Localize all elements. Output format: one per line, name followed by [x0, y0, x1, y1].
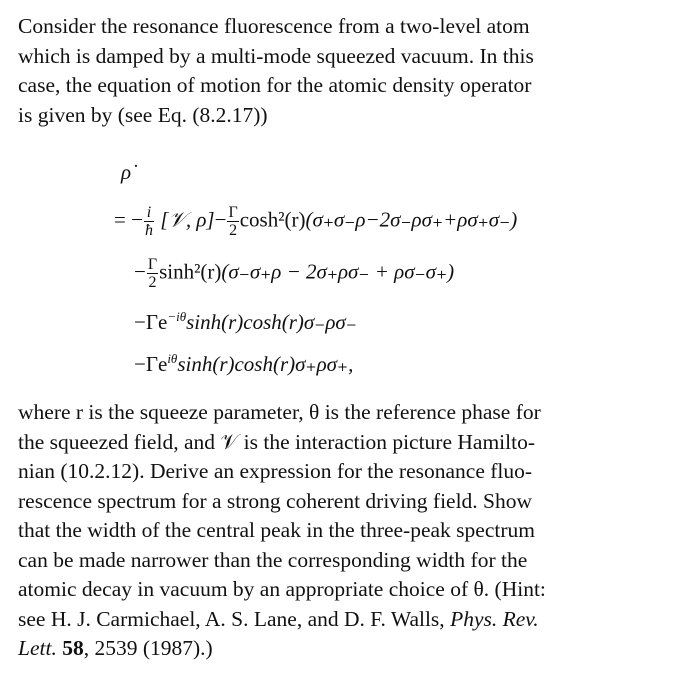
- gamma-over-2-fraction: $\frac{\Gamma}{2}$: [228, 204, 238, 239]
- after-line-2: the squeezed field, and 𝒱 is the interaction picture Hamilto-: [18, 429, 536, 454]
- equation-row-2: − $\frac{\Gamma}{2}$ sinh²(r)(σ₋σ₊ρ − 2σ₊ρσ₋ + ρσ₋σ₊): [134, 256, 455, 291]
- after-line-8: see H. J. Carmichael, A. S. Lane, and D. F. Walls, Phys. Rev.: [18, 606, 539, 631]
- row-4-exponent: iθ: [167, 351, 178, 366]
- after-line-5: that the width of the central peak in the three-peak spectrum: [18, 518, 535, 542]
- commutator: [𝒱, ρ]: [160, 207, 215, 232]
- after-line-7: atomic decay in vacuum by an appropriate choice of θ. (Hint:: [18, 577, 546, 601]
- equation-lhs: ρ̇: [121, 160, 132, 184]
- row-3-exponent: −iθ: [167, 309, 187, 324]
- after-line-1: where r is the squeeze parameter, θ is the reference phase for: [18, 400, 541, 424]
- after-line-9: Lett. 58, 2539 (1987).): [18, 636, 213, 660]
- intro-line-2: which is damped by a multi-mode squeezed vacuum. In this: [18, 43, 534, 68]
- gamma-over-2-fraction: $\frac{\Gamma}{2}$: [147, 256, 158, 291]
- journal-name-cont: Lett.: [18, 636, 57, 660]
- after-line-4: rescence spectrum for a strong coherent driving field. Show: [18, 488, 533, 513]
- journal-name: Phys. Rev.: [450, 606, 539, 631]
- cosh-squared: cosh²(r): [239, 207, 306, 232]
- after-line-3: nian (10.2.12). Derive an expression for the resonance fluo-: [18, 459, 533, 483]
- volume-number: 58: [62, 636, 84, 660]
- equation-row-3: $-\Gamma e^{-i\theta}\sinh(r)\cosh(r)\sigma_-\rho\sigma_-$: [134, 309, 357, 334]
- row-3-rest: sinh(r)cosh(r)σ₋ρσ₋: [186, 310, 357, 334]
- row-1-term: (σ₊σ₋ρ−2σ₋ρσ₊+ρσ₊σ₋): [305, 207, 518, 232]
- after-line-6: can be made narrower than the corresponding width for the: [18, 547, 528, 572]
- row-2-term: (σ₋σ₊ρ − 2σ₊ρσ₋ + ρσ₋σ₊): [221, 259, 455, 284]
- equals-sign: =: [114, 207, 126, 232]
- row-4-rest: sinh(r)cosh(r)σ₊ρσ₊,: [177, 352, 354, 376]
- i-over-hbar-fraction: $\frac{i}{ħ}$: [144, 204, 153, 239]
- sinh-squared: sinh²(r): [159, 259, 222, 284]
- equation-row-4: $-\Gamma e^{i\theta}\sinh(r)\cosh(r)\sigma_+\rho\sigma_+$,: [134, 351, 354, 376]
- intro-line-3: case, the equation of motion for the atomic density operator: [18, 73, 532, 97]
- intro-line-4: is given by (see Eq. (8.2.17)): [18, 102, 268, 127]
- equation-row-1: = − $\frac{i}{ħ}$ [𝒱, ρ]− $\frac{\Gamma}{2}$ cosh²(r)(σ₊σ₋ρ−2σ₋ρσ₊+ρσ₊σ₋): [114, 204, 518, 239]
- intro-line-1: Consider the resonance fluorescence from a two-level atom: [18, 14, 530, 38]
- question-paragraph: [18, 398, 660, 664]
- intro-paragraph: [18, 12, 660, 130]
